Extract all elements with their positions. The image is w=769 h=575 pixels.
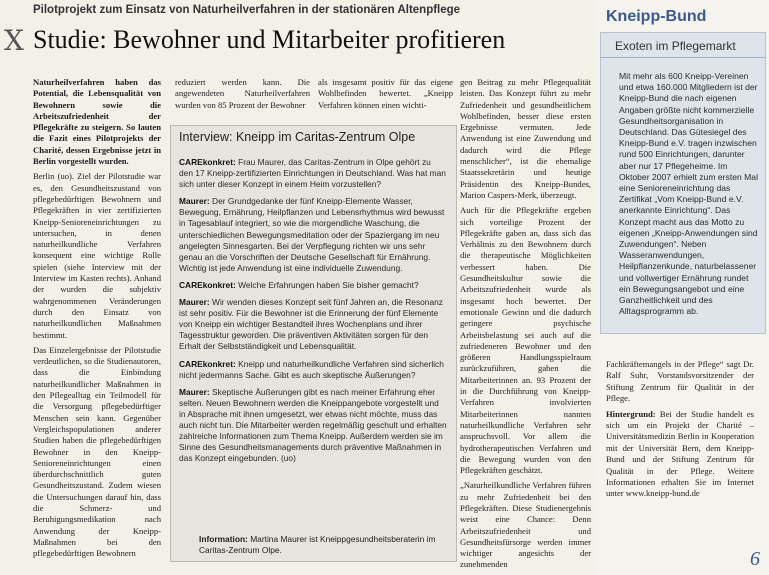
body-paragraph: Das Einzelergebnisse der Pilotstudie verdeutlichen, so die Studienautoren, dass die Einbindung naturheilkundlicher Maßnahmen in den Pflegealltag ein Teilmodell für die Versorgung pflegebedürftiger Menschen sein kann. Gegenüber Vergleichspopulationen anderer Studien haben die pflegebedürftigen Bewohner in den Kneipp-Senioreneinrichtungen einen überdurchschnittlich guten Gesundheitszustand. Zudem wiesen die Untersuchungen darauf hin, dass die Schmerz- und Beruhigungsmedikation nach Anwendung der Kneipp-Maßnahmen bei den pflegebedürftigen Bewohnern [33, 344, 161, 559]
interview-body [179, 157, 447, 470]
sidebar-box-subtitle: Exoten im Pflegemarkt [615, 39, 736, 53]
column-3 [318, 77, 453, 117]
column-2 [175, 77, 310, 117]
interview-info [199, 534, 449, 556]
body-paragraph: Fachkräftemangels in der Pflege“ sagt Dr. Ralf Suhr, Vorstandsvorsitzender der Stiftung Zentrum für Qualität in der Pflege. [606, 359, 754, 404]
body-paragraph: „Naturheilkundliche Verfahren führen zu mehr Zufriedenheit bei den Pflegekräften. Diese Studienergebnis weist eine Chance: Denn Arbeitszufriedenheit und Gesundheitsfürsorge werden immer wichtiger angesichts der zunehmenden [460, 480, 591, 570]
info-label: Information: [199, 534, 248, 544]
answer-text: Skeptische Äußerungen gibt es nach meiner Erfahrung eher selten. Neuen Bewohnern werden die Kneippangebote vorgestellt und in Absprache mit ihnen umgesetzt, wer etwas nicht möchte, muss das auch nicht tun. Die Mitarbeiter werden regelmäßig geschult und erhalten zahlreiche Informationen zum Thema Kneipp. Außerdem werden sie im Sinne des Gesundheitsmanagements durch präventive Maßnahmen in das Konzept eingebunden. [179, 386, 447, 464]
answer-text: Wir wenden dieses Konzept seit fünf Jahren an, die Resonanz ist sehr positiv. Für die Bewohner ist die Erinnerung der fünf Elemente von Kneipp ein wichtiger Bestandteil ihres Wochenplans und ihrer Tagesstruktur geworden. Die präventiven Aktivitäten sorgen für den Erhalt der Selbstständigkeit und Lebensqualität. [179, 297, 443, 352]
column-1 [33, 77, 161, 572]
sidebar-box [600, 32, 766, 334]
speaker-label: CAREkonkret: [179, 157, 236, 167]
speaker-label: Maurer: [179, 297, 210, 308]
question-text: Kneipp und naturheilkundliche Verfahren sind sicherlich nicht jedermanns Sache. Gibt es auch skeptische Äußerungen? [179, 358, 444, 380]
body-paragraph: reduziert werden kann. Die angewendeten Naturheilverfahren wurden von 85 Prozent der Bewohner [175, 77, 310, 110]
speaker-label: CAREkonkret: [179, 279, 236, 290]
body-paragraph: Auch für die Pflegekräfte ergeben sich vorteilige Prozent der Pflegekräfte gaben an, dass sich das Verhältnis zu den Bewohnern durch die therapeutische Möglichkeiten verbessert haben. Die Gesundheitskultur sowie die Arbeitszufriedenheit wurde als insgesamt hoch bewertet. Der emotionale Gewinn und die dadurch geringere psychische Arbeitsbelastung sei auch auf die zufriedeneren Bewohner und den größeren Handlungsspielraum zurückzuführen, gaben die Mitarbeiterinnen an. 93 Prozent der in die Durchführung von Kneipp-Verfahren involvierten Mitarbeiterinnen nannten naturheilkundliche Verfahren sehr anspruchsvoll. Vor allem die hydrotherapeutischen Verfahren und die Bewegung wurden von den Pflegekräften geschätzt. [460, 205, 591, 476]
body-paragraph: als insgesamt positiv für das eigene Wohlbefinden bewertet. „Kneipp Verfahren können einen wichti- [318, 77, 453, 110]
question [179, 157, 447, 190]
signature: (uo) [280, 453, 296, 464]
body-paragraph: Berlin (uo). Ziel der Pilotstudie war es, den Gesundheitszustand von pflegebedürftigen Bewohnern und Pflegekräften in vier zertifizierten Kneipp-Senioreneinrichtungen zu untersuchen, in denen naturheilkundliche Verfahren konsequent eine wichtige Rolle spielen (siehe Interview mit der Interview im Kasten rechts). Anhand der wurden die subjektiv wahrgenommenen Veränderungen durch den Einsatz von naturheilkundlichen Maßnahmen bestimmt. [33, 171, 161, 340]
background-label: Hintergrund: [606, 408, 656, 419]
sidebar-box-text: Mit mehr als 600 Kneipp-Vereinen und etwa 160.000 Mitgliedern ist der Kneipp-Bund die nach eigenen Angaben größte nicht kommerzielle Gesundheitsorganisation in Deutschland. Das Gütesiegel des Kneipp-Bund e.V. tragen inzwischen rund 500 Einrichtungen, darunter aber nur 17 Pflegeheime. Im Oktober 2007 erhielt zum ersten Mal eine Senioreneinrichtung das Zertifikat „Vom Kneipp-Bund e.V. anerkannte Einrichtung“. Das Konzept macht aus das Motto zu eigenen „Kneipp-Anwendungen sind Zuwendungen“. Neben Wasseranwendungen, Heilpflanzenkunde, naturbelassener und vollwertiger Ernährung rundet ein Bewegungsangebot und eine Ganzheitlichkeit und des Alltagsprogramm ab. [619, 71, 758, 317]
page-number: 6 [750, 548, 760, 570]
sidebar-box-rule [601, 57, 765, 58]
speaker-label: Maurer: [179, 386, 210, 397]
kicker: Pilotprojekt zum Einsatz von Naturheilverfahren in der stationären Altenpflege [33, 4, 461, 16]
interview-box [170, 125, 457, 562]
headline: Studie: Bewohner und Mitarbeiter profitieren [33, 25, 506, 54]
question-text: Welche Erfahrungen haben Sie bisher gemacht? [238, 279, 419, 290]
answer [179, 297, 447, 352]
column-4 [460, 77, 591, 572]
speaker-label: Maurer: [179, 196, 210, 207]
interview-title: Interview: Kneipp im Caritas-Zentrum Olpe [179, 130, 416, 144]
answer-text: Der Grundgedanke der fünf Kneipp-Elemente Wasser, Bewegung, Ernährung, Heilpflanzen und Lebensrhythmus wird bewusst in Tagesablauf integriert, so wie die morgendliche Waschung, die unterschiedlichen Bewegungsmeditation oder der Spaziergang im neu angelegten Sinnesgarten. Bei der Verpflegung richten wir uns sehr genau an die Vorschriften der Deutsche Gesellschaft für Ernährung. Wichtig ist jede Anwendung ist eine individuelle Zuwendung. [179, 196, 445, 273]
question [179, 359, 447, 381]
speaker-label: CAREkonkret: [179, 358, 236, 369]
background-text: Bei der Studie handelt es sich um ein Projekt der Charité – Universitätsmedizin Berlin in Kooperation mit der Universität Bern, dem Kneipp-Bund und der Stiftung Zentrum für Qualität in der Pflege. Weitere Informationen erhalten Sie im Internet unter www.kneipp-bund.de [606, 408, 754, 499]
sidebar-body [606, 359, 754, 504]
background-paragraph [606, 409, 754, 500]
question-text: Frau Maurer, das Caritas-Zentrum in Olpe gehört zu den 17 Kneipp-zertifizierten Einrichtungen in Deutschland. Was hat man sich unter dieser Konzept in einem Heim vorzustellen? [179, 157, 446, 190]
answer [179, 387, 447, 465]
body-paragraph: gen Beitrag zu mehr Pflegequalität leisten. Das Konzept führt zu mehr Zufriedenheit und gesundheitlichem Wohlbefinden, besser diese ersten Ergebnisse vermuten. Jede Anwendung ist eine Zuwendung und dadurch wird die Pflege menschlicher“, ist die ehemalige Staatssekretärin und heutige Präsidentin des Kneipp-Bundes, Marion Caspers-Merk, überzeugt. [460, 77, 591, 200]
question [179, 280, 447, 291]
sidebar [596, 0, 769, 575]
info-text: Martina Maurer ist Kneippgesundheitsberaterin im Caritas-Zentrum Olpe. [199, 534, 436, 555]
corner-mark: X [4, 24, 24, 57]
sidebar-title: Kneipp-Bund [606, 8, 707, 25]
answer [179, 196, 447, 274]
lead-paragraph: Naturheilverfahren haben das Potential, die Lebensqualität von Bewohnern sowie die Arbeitszufriedenheit der Pflegekräfte zu steigern. So lauten die Fazit eines Pilotprojekts der Charité, dessen Ergebnisse jetzt in Berlin vorgestellt wurden. [33, 77, 161, 167]
